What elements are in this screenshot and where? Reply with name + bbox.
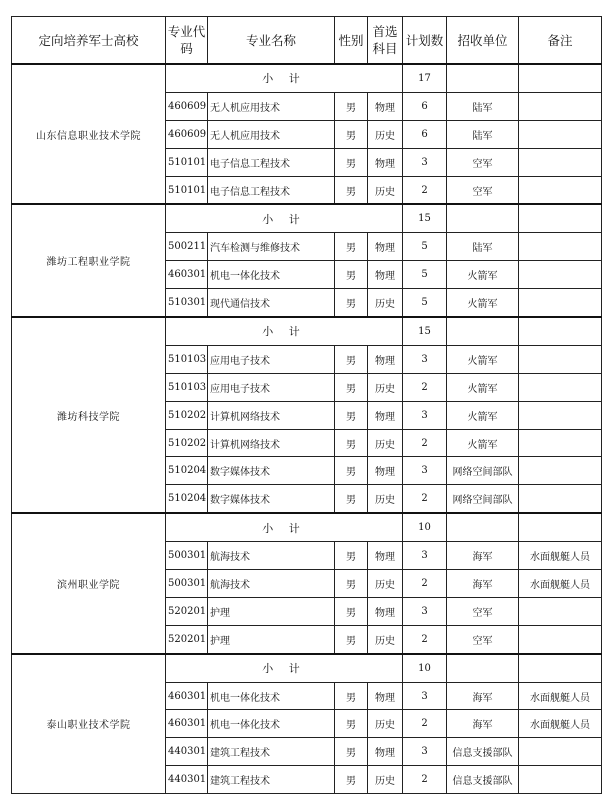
plan-count: 6 — [403, 120, 447, 148]
table-wrapper — [11, 16, 602, 794]
subtotal-note-empty — [519, 204, 602, 232]
gender: 男 — [335, 233, 368, 261]
gender: 男 — [335, 176, 368, 204]
recruiting-unit: 火箭军 — [447, 289, 519, 317]
major-name: 建筑工程技术 — [208, 738, 335, 766]
note — [519, 289, 602, 317]
subtotal-unit-empty — [447, 64, 519, 92]
subtotal-row — [12, 317, 602, 345]
plan-count: 2 — [403, 570, 447, 598]
plan-count: 2 — [403, 485, 447, 513]
subtotal-note-empty — [519, 64, 602, 92]
first-subject: 物理 — [368, 597, 403, 625]
major-name: 机电一体化技术 — [208, 261, 335, 289]
header-subject: 首选科目 — [368, 17, 403, 65]
subtotal-value: 15 — [403, 317, 447, 345]
first-subject: 历史 — [368, 766, 403, 794]
header-unit: 招收单位 — [447, 17, 519, 65]
gender: 男 — [335, 345, 368, 373]
header-code: 专业代码 — [166, 17, 208, 65]
first-subject: 历史 — [368, 176, 403, 204]
plan-count: 3 — [403, 401, 447, 429]
subtotal-unit-empty — [447, 654, 519, 682]
gender: 男 — [335, 457, 368, 485]
first-subject: 历史 — [368, 289, 403, 317]
subtotal-unit-empty — [447, 513, 519, 541]
subtotal-note-empty — [519, 317, 602, 345]
major-code: 460301 — [166, 710, 208, 738]
gender: 男 — [335, 542, 368, 570]
subtotal-label: 小 计 — [166, 654, 403, 682]
major-code: 440301 — [166, 738, 208, 766]
subtotal-value: 15 — [403, 204, 447, 232]
note: 水面舰艇人员 — [519, 682, 602, 710]
major-name: 无人机应用技术 — [208, 120, 335, 148]
first-subject: 物理 — [368, 682, 403, 710]
major-code: 510301 — [166, 289, 208, 317]
major-name: 护理 — [208, 597, 335, 625]
note: 水面舰艇人员 — [519, 542, 602, 570]
gender: 男 — [335, 92, 368, 120]
major-name: 计算机网络技术 — [208, 401, 335, 429]
major-code: 460609 — [166, 120, 208, 148]
first-subject: 物理 — [368, 345, 403, 373]
major-code: 460609 — [166, 92, 208, 120]
subtotal-value: 10 — [403, 654, 447, 682]
note — [519, 738, 602, 766]
subtotal-label: 小 计 — [166, 317, 403, 345]
recruiting-unit: 火箭军 — [447, 373, 519, 401]
first-subject: 历史 — [368, 625, 403, 653]
note — [519, 261, 602, 289]
major-name: 计算机网络技术 — [208, 429, 335, 457]
major-code: 520201 — [166, 597, 208, 625]
plan-count: 2 — [403, 176, 447, 204]
plan-count: 2 — [403, 625, 447, 653]
first-subject: 物理 — [368, 738, 403, 766]
gender: 男 — [335, 373, 368, 401]
major-code: 510204 — [166, 457, 208, 485]
subtotal-row — [12, 513, 602, 541]
note — [519, 485, 602, 513]
first-subject: 物理 — [368, 401, 403, 429]
note — [519, 597, 602, 625]
major-name: 应用电子技术 — [208, 345, 335, 373]
recruiting-unit: 网络空间部队 — [447, 485, 519, 513]
recruiting-unit: 信息支援部队 — [447, 766, 519, 794]
major-name: 机电一体化技术 — [208, 682, 335, 710]
subtotal-row — [12, 64, 602, 92]
plan-count: 2 — [403, 766, 447, 794]
recruiting-unit: 火箭军 — [447, 261, 519, 289]
recruiting-unit: 陆军 — [447, 233, 519, 261]
header-school: 定向培养军士高校 — [12, 17, 166, 65]
plan-count: 3 — [403, 542, 447, 570]
plan-count: 3 — [403, 738, 447, 766]
major-code: 440301 — [166, 766, 208, 794]
recruiting-unit: 火箭军 — [447, 345, 519, 373]
major-name: 建筑工程技术 — [208, 766, 335, 794]
gender: 男 — [335, 710, 368, 738]
note — [519, 429, 602, 457]
note — [519, 345, 602, 373]
major-code: 500301 — [166, 570, 208, 598]
first-subject: 历史 — [368, 485, 403, 513]
plan-count: 2 — [403, 429, 447, 457]
recruiting-unit: 网络空间部队 — [447, 457, 519, 485]
subtotal-unit-empty — [447, 204, 519, 232]
gender: 男 — [335, 401, 368, 429]
major-name: 汽车检测与维修技术 — [208, 233, 335, 261]
recruiting-unit: 空军 — [447, 176, 519, 204]
major-name: 数字媒体技术 — [208, 457, 335, 485]
school-name: 潍坊科技学院 — [12, 317, 166, 513]
plan-count: 3 — [403, 682, 447, 710]
recruiting-unit: 海军 — [447, 570, 519, 598]
table-body — [12, 64, 602, 794]
subtotal-label: 小 计 — [166, 64, 403, 92]
gender: 男 — [335, 148, 368, 176]
recruiting-unit: 海军 — [447, 710, 519, 738]
recruiting-unit: 信息支援部队 — [447, 738, 519, 766]
gender: 男 — [335, 597, 368, 625]
note — [519, 92, 602, 120]
plan-count: 6 — [403, 92, 447, 120]
gender: 男 — [335, 289, 368, 317]
recruiting-unit: 海军 — [447, 542, 519, 570]
school-name: 山东信息职业技术学院 — [12, 64, 166, 204]
major-name: 机电一体化技术 — [208, 710, 335, 738]
major-code: 510101 — [166, 148, 208, 176]
major-name: 现代通信技术 — [208, 289, 335, 317]
plan-count: 3 — [403, 457, 447, 485]
major-name: 无人机应用技术 — [208, 92, 335, 120]
first-subject: 历史 — [368, 429, 403, 457]
gender: 男 — [335, 570, 368, 598]
first-subject: 历史 — [368, 710, 403, 738]
recruiting-unit: 陆军 — [447, 92, 519, 120]
major-code: 460301 — [166, 261, 208, 289]
major-code: 500211 — [166, 233, 208, 261]
gender: 男 — [335, 261, 368, 289]
gender: 男 — [335, 120, 368, 148]
gender: 男 — [335, 625, 368, 653]
major-code: 510101 — [166, 176, 208, 204]
school-name: 滨州职业学院 — [12, 513, 166, 653]
subtotal-row — [12, 204, 602, 232]
note: 水面舰艇人员 — [519, 570, 602, 598]
major-code: 510204 — [166, 485, 208, 513]
recruitment-table — [11, 16, 602, 794]
header-note: 备注 — [519, 17, 602, 65]
note — [519, 233, 602, 261]
major-name: 电子信息工程技术 — [208, 176, 335, 204]
recruiting-unit: 空军 — [447, 148, 519, 176]
gender: 男 — [335, 429, 368, 457]
note: 水面舰艇人员 — [519, 710, 602, 738]
first-subject: 历史 — [368, 120, 403, 148]
plan-count: 2 — [403, 710, 447, 738]
major-code: 510103 — [166, 373, 208, 401]
major-name: 电子信息工程技术 — [208, 148, 335, 176]
recruiting-unit: 火箭军 — [447, 429, 519, 457]
note — [519, 457, 602, 485]
note — [519, 120, 602, 148]
recruiting-unit: 陆军 — [447, 120, 519, 148]
major-name: 护理 — [208, 625, 335, 653]
plan-count: 3 — [403, 597, 447, 625]
note — [519, 148, 602, 176]
major-code: 520201 — [166, 625, 208, 653]
school-name: 泰山职业技术学院 — [12, 654, 166, 794]
major-code: 460301 — [166, 682, 208, 710]
subtotal-value: 17 — [403, 64, 447, 92]
recruiting-unit: 空军 — [447, 597, 519, 625]
gender: 男 — [335, 738, 368, 766]
header-major: 专业名称 — [208, 17, 335, 65]
recruiting-unit: 火箭军 — [447, 401, 519, 429]
header-gender: 性别 — [335, 17, 368, 65]
major-name: 应用电子技术 — [208, 373, 335, 401]
major-code: 510103 — [166, 345, 208, 373]
major-name: 航海技术 — [208, 542, 335, 570]
recruiting-unit: 海军 — [447, 682, 519, 710]
plan-count: 5 — [403, 289, 447, 317]
first-subject: 物理 — [368, 457, 403, 485]
table-header — [12, 17, 602, 65]
first-subject: 历史 — [368, 570, 403, 598]
note — [519, 401, 602, 429]
first-subject: 物理 — [368, 233, 403, 261]
note — [519, 176, 602, 204]
first-subject: 物理 — [368, 92, 403, 120]
gender: 男 — [335, 682, 368, 710]
major-code: 510202 — [166, 401, 208, 429]
subtotal-note-empty — [519, 513, 602, 541]
first-subject: 历史 — [368, 373, 403, 401]
header-plan: 计划数 — [403, 17, 447, 65]
plan-count: 3 — [403, 148, 447, 176]
subtotal-label: 小 计 — [166, 513, 403, 541]
note — [519, 766, 602, 794]
plan-count: 2 — [403, 373, 447, 401]
subtotal-note-empty — [519, 654, 602, 682]
major-name: 航海技术 — [208, 570, 335, 598]
note — [519, 373, 602, 401]
recruiting-unit: 空军 — [447, 625, 519, 653]
major-name: 数字媒体技术 — [208, 485, 335, 513]
subtotal-row — [12, 654, 602, 682]
plan-count: 3 — [403, 345, 447, 373]
plan-count: 5 — [403, 261, 447, 289]
school-name: 潍坊工程职业学院 — [12, 204, 166, 317]
first-subject: 物理 — [368, 542, 403, 570]
subtotal-value: 10 — [403, 513, 447, 541]
major-code: 510202 — [166, 429, 208, 457]
note — [519, 625, 602, 653]
gender: 男 — [335, 766, 368, 794]
plan-count: 5 — [403, 233, 447, 261]
first-subject: 物理 — [368, 261, 403, 289]
major-code: 500301 — [166, 542, 208, 570]
first-subject: 物理 — [368, 148, 403, 176]
subtotal-unit-empty — [447, 317, 519, 345]
subtotal-label: 小 计 — [166, 204, 403, 232]
gender: 男 — [335, 485, 368, 513]
